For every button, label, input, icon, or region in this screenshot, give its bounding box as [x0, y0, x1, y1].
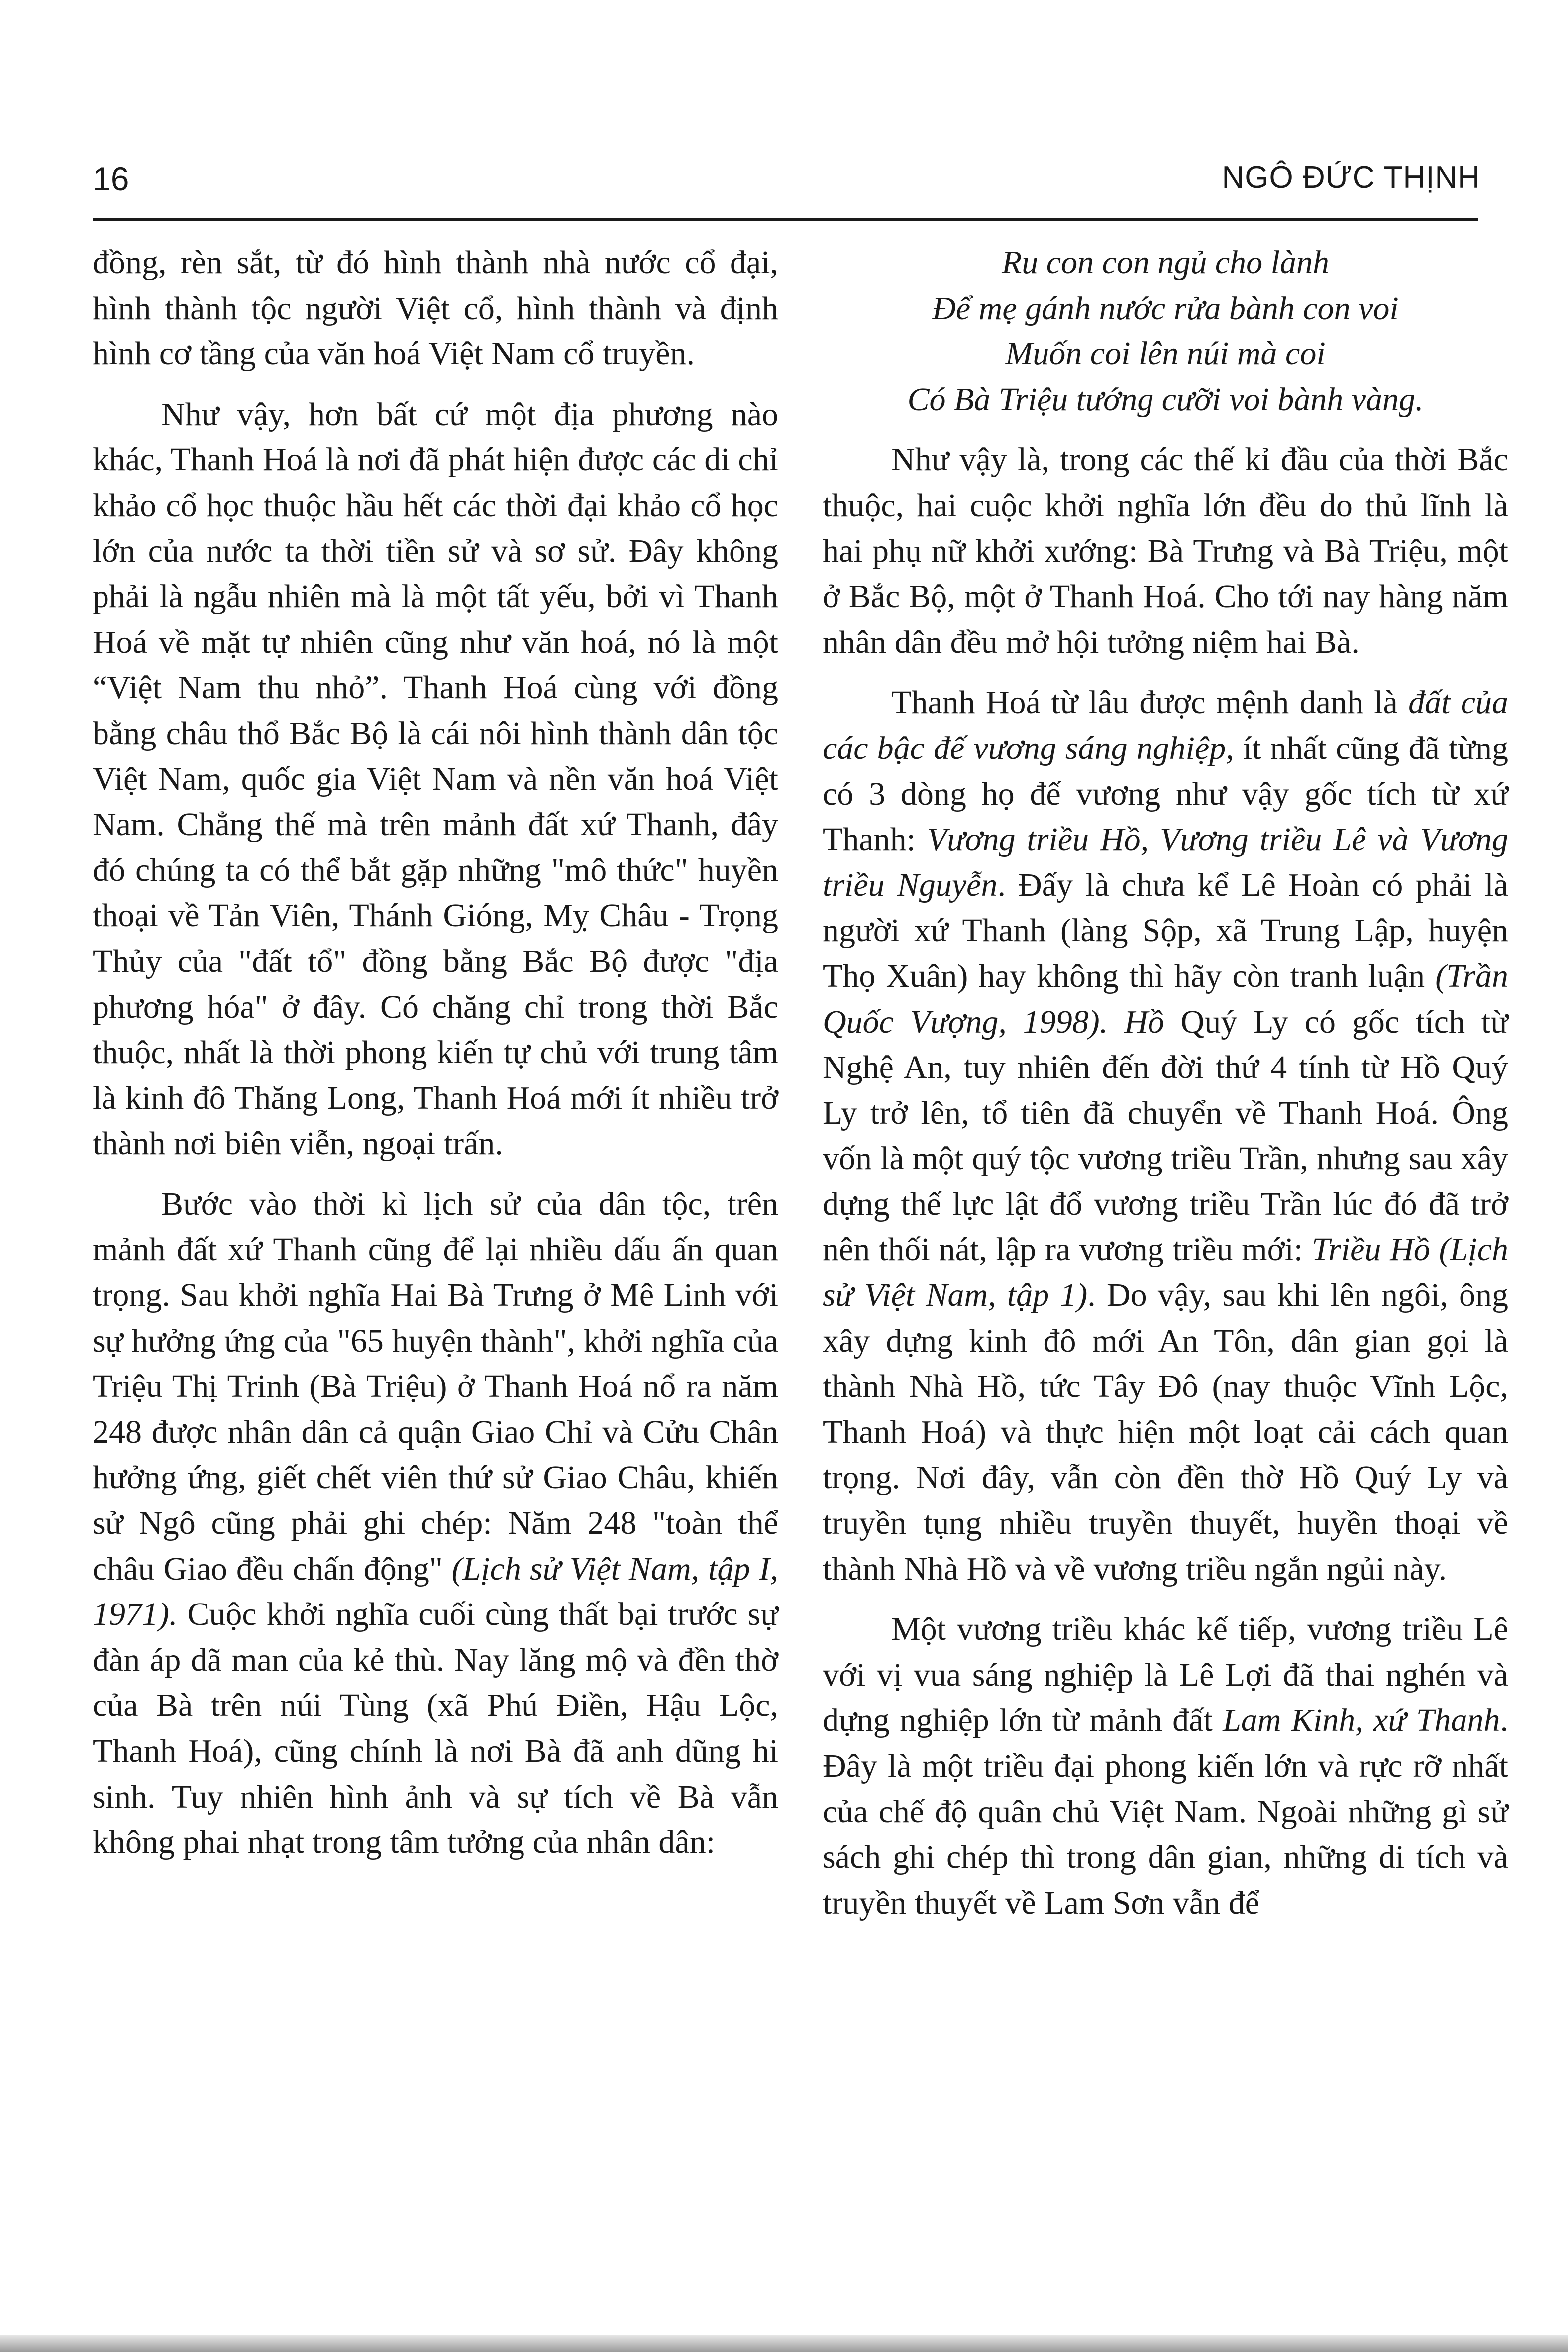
paragraph-5-italic-3: (Trần Quốc Vượng, 1998). Hồ	[823, 958, 1508, 1040]
paragraph-3-text-b: Cuộc khởi nghĩa cuối cùng thất bại trước sự đàn áp dã man của kẻ thù. Nay lăng mộ và đền thờ của Bà trên núi Tùng (xã Phú Điền, Hậu Lộc, Thanh Hoá), cũng chính là nơi Bà đã anh dũng hi sinh. Tuy nhiên hình ảnh và sự tích về Bà vẫn không phai nhạt trong tâm tưởng của nhân dân:	[93, 1596, 778, 1861]
verse-line-4: Có Bà Triệu tướng cưỡi voi bành vàng.	[907, 381, 1424, 418]
scan-bottom-edge	[0, 2335, 1568, 2352]
paragraph-5-text-d: Quý Ly có gốc tích từ Nghệ An, tuy nhiên đến đời thứ 4 tính từ Hồ Quý Ly trở lên, tổ tiên đã chuyển về Thanh Hoá. Ông vốn là một quý tộc vương triều Trần, nhưng sau xây dựng thế lực lật đổ vương triều Trần lúc đó đã trở nên thối nát, lập ra vương triều mới:	[823, 1003, 1508, 1268]
paragraph-6-text-a: Một vương triều khác kế tiếp, vương triều Lê với vị vua sáng nghiệp là Lê Lợi đã thai nghén và dựng nghiệp lớn từ mảnh đất	[823, 1611, 1508, 1739]
right-column	[823, 240, 1508, 1940]
verse-line-3: Muốn coi lên núi mà coi	[1005, 335, 1326, 372]
paragraph-5-italic-2: Vương triều Hồ, Vương triều Lê và Vương triều Nguyễn	[823, 821, 1508, 903]
verse-line-1: Ru con con ngủ cho lành	[1001, 244, 1330, 281]
paragraph-5-italic-4: Triều Hồ (Lịch sử Việt Nam, tập 1)	[823, 1231, 1508, 1314]
paragraph-6-text-b: . Đây là một triều đại phong kiến lớn và rực rỡ nhất của chế độ quân chủ Việt Nam. Ngoài những gì sử sách ghi chép thì trong dân gian, những di tích và truyền thuyết về Lam Sơn vẫn để	[823, 1702, 1508, 1921]
page-number: 16	[93, 160, 129, 197]
paragraph-2: Như vậy, hơn bất cứ một địa phương nào khác, Thanh Hoá là nơi đã phát hiện được các di chỉ khảo cổ học thuộc hầu hết các thời đại khảo cổ học lớn của nước ta thời tiền sử và sơ sử. Đây không phải là ngẫu nhiên mà là một tất yếu, bởi vì Thanh Hoá về mặt tự nhiên cũng như văn hoá, nó là một “Việt Nam thu nhỏ”. Thanh Hoá cùng với đồng bằng châu thổ Bắc Bộ là cái nôi hình thành dân tộc Việt Nam, quốc gia Việt Nam và nền văn hoá Việt Nam. Chẳng thế mà trên mảnh đất xứ Thanh, đây đó chúng ta có thể bắt gặp những "mô thức" huyền thoại về Tản Viên, Thánh Gióng, Mỵ Châu - Trọng Thủy của "đất tổ" đồng bằng Bắc Bộ được "địa phương hóa" ở đây. Có chăng chỉ trong thời Bắc thuộc, nhất là thời phong kiến tự chủ với trung tâm là kinh đô Thăng Long, Thanh Hoá mới ít nhiều trở thành nơi biên viễn, ngoại trấn.	[93, 396, 778, 1162]
paragraph-6	[823, 1606, 1508, 1925]
paragraph-4: Như vậy là, trong các thế kỉ đầu của thời Bắc thuộc, hai cuộc khởi nghĩa lớn đều do thủ lĩnh là hai phụ nữ khởi xướng: Bà Trưng và Bà Triệu, một ở Bắc Bộ, một ở Thanh Hoá. Cho tới nay hàng năm nhân dân đều mở hội tưởng niệm hai Bà.	[823, 441, 1508, 660]
paragraph-5-text-a: Thanh Hoá từ lâu được mệnh danh là	[891, 684, 1409, 721]
paragraph-5-text-b: , ít nhất cũng đã từng có 3 dòng họ đế vương như vậy gốc tích từ xứ Thanh:	[823, 730, 1508, 858]
paragraph-5-text-c: . Đấy là chưa kể Lê Hoàn có phải là người xứ Thanh (làng Sộp, xã Trung Lập, huyện Thọ Xuân) hay không thì hãy còn tranh luận	[823, 866, 1508, 994]
paragraph-5-text-e: . Do vậy, sau khi lên ngôi, ông xây dựng kinh đô mới An Tôn, dân gian gọi là thành Nhà Hồ, tức Tây Đô (nay thuộc Vĩnh Lộc, Thanh Hoá) và thực hiện một loạt cải cách quan trọng. Nơi đây, vẫn còn đền thờ Hồ Quý Ly và truyền tụng nhiều truyền thuyết, huyền thoại về thành Nhà Hồ và về vương triều ngắn ngủi này.	[823, 1277, 1508, 1587]
verse-line-2: Để mẹ gánh nước rửa bành con voi	[932, 290, 1399, 326]
paragraph-3-text-a: Bước vào thời kì lịch sử của dân tộc, trên mảnh đất xứ Thanh cũng để lại nhiều dấu ấn quan trọng. Sau khởi nghĩa Hai Bà Trưng ở Mê Linh với sự hưởng ứng của "65 huyện thành", khởi nghĩa của Triệu Thị Trinh (Bà Triệu) ở Thanh Hoá nổ ra năm 248 được nhân dân cả quận Giao Chỉ và Cửu Chân hưởng ứng, giết chết viên thứ sử Giao Châu, khiến sử Ngô cũng phải ghi chép: Năm 248 "toàn thể châu Giao đều chấn động"	[93, 1185, 778, 1587]
folk-verse	[823, 240, 1508, 422]
citation-lich-su-viet-nam: (Lịch sử Việt Nam, tập I, 1971).	[93, 1550, 778, 1633]
paragraph-1: đồng, rèn sắt, từ đó hình thành nhà nước cổ đại, hình thành tộc người Việt cổ, hình thành và định hình cơ tầng của văn hoá Việt Nam cổ truyền.	[93, 244, 778, 372]
paragraph-5	[823, 680, 1508, 1592]
left-column	[93, 240, 778, 1880]
paragraph-5-italic-1: đất của các bậc đế vương sáng nghiệp	[823, 684, 1508, 766]
paragraph-3	[93, 1181, 778, 1865]
paragraph-6-italic-1: Lam Kinh, xứ Thanh	[1223, 1702, 1500, 1739]
header-rule	[93, 218, 1478, 221]
running-head: NGÔ ĐỨC THỊNH	[1222, 160, 1480, 195]
